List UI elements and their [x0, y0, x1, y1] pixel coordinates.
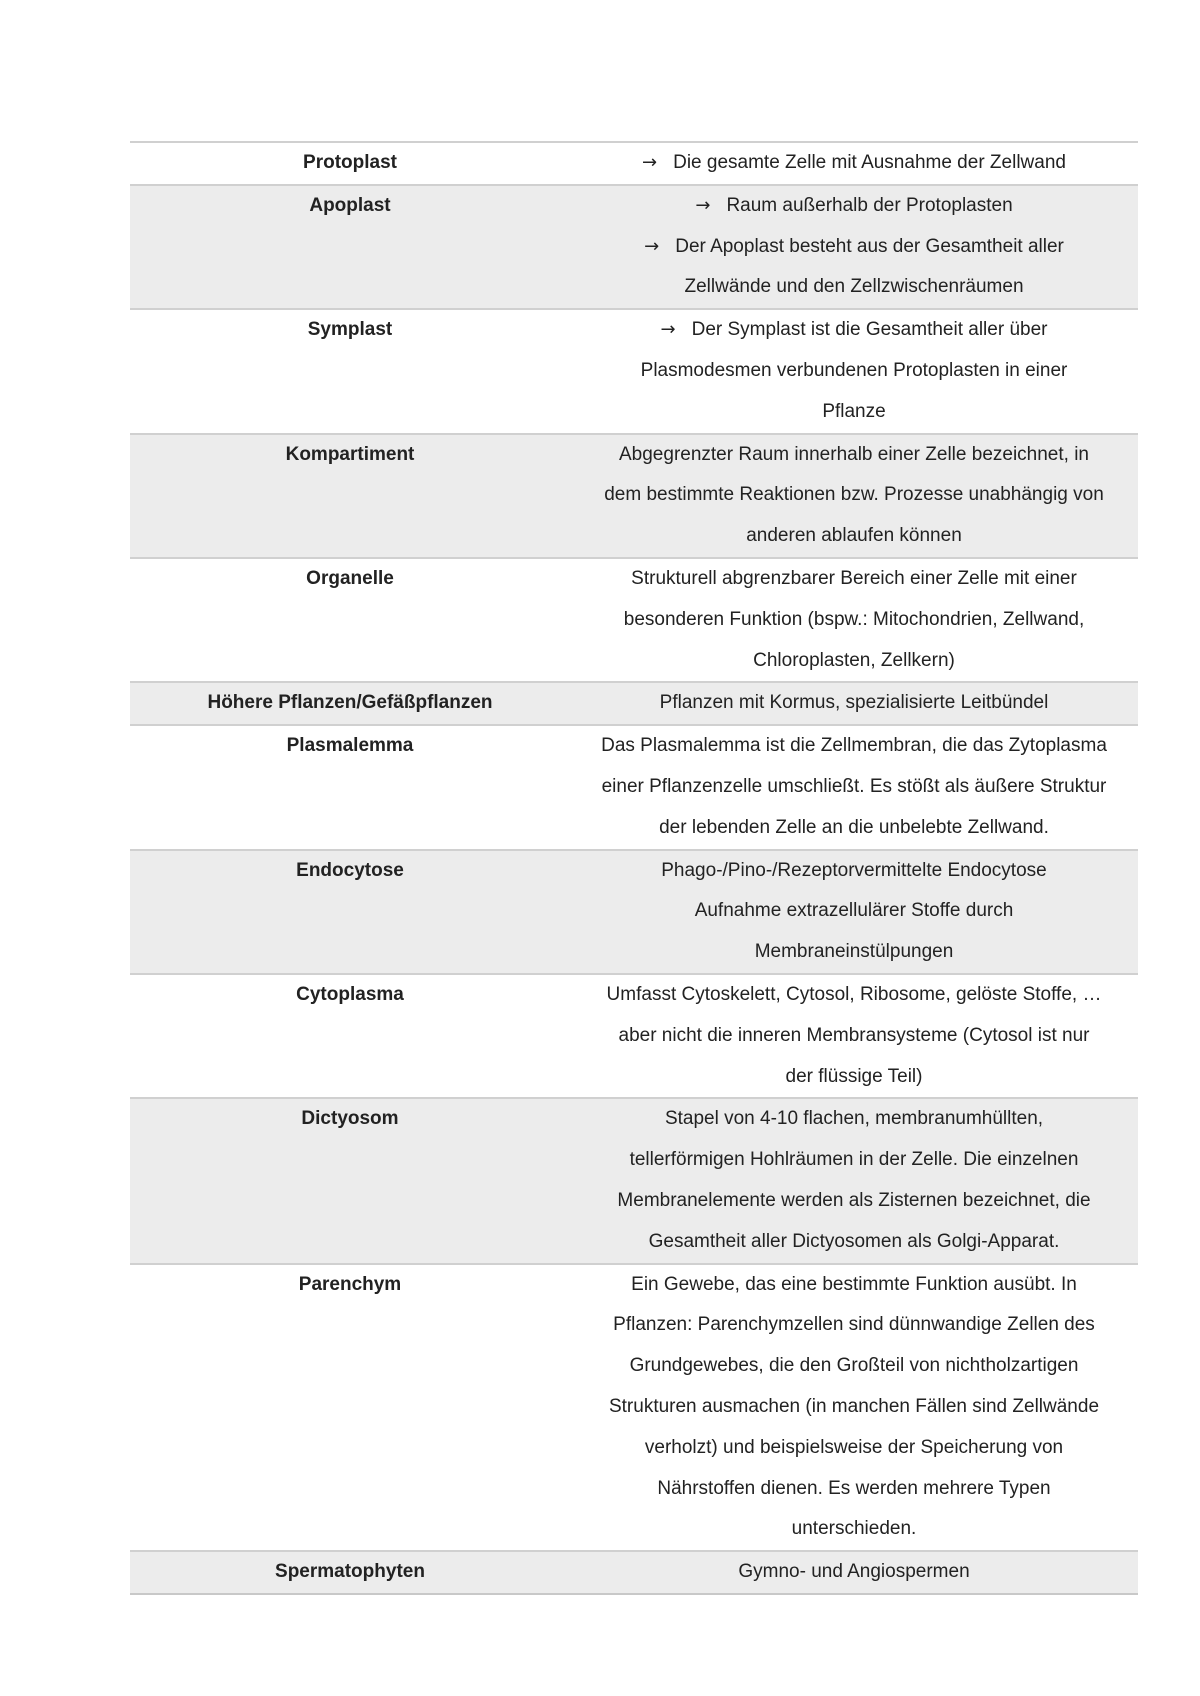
definition-cell: [570, 1264, 1138, 1552]
table-row: [130, 850, 1138, 974]
definition-cell: [570, 142, 1138, 185]
definition-text: anderen ablaufen können: [746, 525, 962, 547]
definition-line: [576, 186, 1132, 227]
definition-line: [576, 267, 1132, 308]
definition-text: Plasmodesmen verbundenen Protoplasten in einer: [640, 359, 1068, 381]
definition-line: [576, 600, 1132, 641]
definition-line: [576, 1428, 1132, 1469]
definition-text: Strukturen ausmachen (in manchen Fällen sind Zellwände: [608, 1395, 1100, 1417]
definition-cell: [570, 1098, 1138, 1263]
definition-text: Strukturell abgrenzbarer Bereich einer Zelle mit einer: [631, 567, 1077, 589]
definition-cell: [570, 682, 1138, 725]
definition-line: [576, 1057, 1132, 1098]
definition-text: Phago-/Pino-/Rezeptorvermittelte Endocytose: [661, 859, 1047, 881]
definition-text: Der Apoplast besteht aus der Gesamtheit aller: [675, 235, 1064, 257]
definition-text: Membranelemente werden als Zisternen bezeichnet, die: [617, 1189, 1091, 1211]
definition-text: der lebenden Zelle an die unbelebte Zellwand.: [659, 816, 1049, 838]
definition-line: [576, 641, 1132, 682]
term-cell: Dictyosom: [301, 1108, 399, 1130]
table-row: [130, 725, 1138, 849]
definition-text: Pflanzen: Parenchymzellen sind dünnwandige Zellen des: [613, 1314, 1095, 1336]
term-cell: Spermatophyten: [275, 1561, 425, 1583]
definition-text: Gymno- und Angiospermen: [738, 1561, 970, 1583]
term-cell: Cytoplasma: [296, 983, 404, 1005]
definition-text: Abgegrenzter Raum innerhalb einer Zelle bezeichnet, in: [619, 443, 1089, 465]
definition-cell: [570, 558, 1138, 682]
table-row: [130, 558, 1138, 682]
definition-text: unterschieden.: [791, 1518, 917, 1540]
definition-line: [576, 1016, 1132, 1057]
arrow-right-icon: →: [660, 319, 676, 341]
definition-line: [576, 310, 1132, 351]
definition-cell: [570, 974, 1138, 1098]
table-row: [130, 309, 1138, 433]
definition-line: [576, 808, 1132, 849]
arrow-right-icon: →: [642, 152, 658, 173]
definition-text: Aufnahme extrazellulärer Stoffe durch: [694, 900, 1014, 922]
definition-text: Pflanze: [822, 400, 886, 422]
definition-text: Zellwände und den Zellzwischenräumen: [684, 276, 1024, 298]
term-cell: Apoplast: [309, 194, 391, 216]
definition-line: [576, 435, 1132, 476]
definition-line: [576, 1265, 1132, 1306]
definition-text: Chloroplasten, Zellkern): [753, 649, 955, 671]
definition-line: [576, 683, 1132, 724]
definition-text: der flüssige Teil): [785, 1065, 923, 1087]
definition-text: Raum außerhalb der Protoplasten: [726, 194, 1013, 216]
glossary-body: [130, 142, 1138, 1594]
definition-line: [576, 227, 1132, 268]
definition-cell: [570, 850, 1138, 974]
definition-text: verholzt) und beispielsweise der Speicherung von: [644, 1436, 1064, 1458]
term-cell: Plasmalemma: [286, 735, 414, 757]
definition-line: [576, 1140, 1132, 1181]
arrow-right-icon: →: [695, 194, 711, 216]
definition-text: Der Symplast ist die Gesamtheit aller über: [691, 319, 1048, 341]
definition-text: tellerförmigen Hohlräumen in der Zelle. Die einzelnen: [629, 1149, 1079, 1171]
definition-line: [576, 1346, 1132, 1387]
definition-line: [576, 975, 1132, 1016]
definition-line: [576, 475, 1132, 516]
definition-line: [576, 1222, 1132, 1263]
definition-line: [576, 1469, 1132, 1510]
definition-text: Ein Gewebe, das eine bestimmte Funktion ausübt. In: [631, 1273, 1077, 1295]
definition-text: besonderen Funktion (bspw.: Mitochondrien, Zellwand,: [623, 608, 1085, 630]
table-row: [130, 434, 1138, 558]
definition-line: [576, 1099, 1132, 1140]
glossary-table: [130, 141, 1138, 1595]
definition-line: [576, 392, 1132, 433]
table-row: [130, 974, 1138, 1098]
definition-line: [576, 351, 1132, 392]
table-row: [130, 682, 1138, 725]
definition-line: [576, 767, 1132, 808]
term-cell: Parenchym: [298, 1273, 402, 1295]
definition-line: [576, 726, 1132, 767]
definition-text: Grundgewebes, die den Großteil von nichtholzartigen: [629, 1355, 1079, 1377]
definition-line: [576, 516, 1132, 557]
arrow-right-icon: →: [644, 235, 660, 257]
term-cell: Kompartiment: [285, 443, 415, 465]
definition-line: [576, 1552, 1132, 1593]
term-cell: Protoplast: [303, 152, 397, 173]
definition-text: Umfasst Cytoskelett, Cytosol, Ribosome, gelöste Stoffe, …: [606, 983, 1102, 1005]
term-cell: Höhere Pflanzen/Gefäßpflanzen: [207, 692, 493, 714]
definition-text: Gesamtheit aller Dictyosomen als Golgi-Apparat.: [648, 1230, 1060, 1252]
definition-text: einer Pflanzenzelle umschließt. Es stößt als äußere Struktur: [601, 775, 1107, 797]
definition-line: [576, 891, 1132, 932]
definition-line: [576, 1181, 1132, 1222]
definition-line: [576, 559, 1132, 600]
table-row: [130, 142, 1138, 185]
definition-text: dem bestimmte Reaktionen bzw. Prozesse unabhängig von: [604, 484, 1104, 506]
definition-text: Pflanzen mit Kormus, spezialisierte Leitbündel: [659, 692, 1049, 714]
definition-cell: [570, 725, 1138, 849]
definition-text: Die gesamte Zelle mit Ausnahme der Zellwand: [673, 152, 1066, 173]
definition-cell: [570, 434, 1138, 558]
table-row: [130, 1551, 1138, 1594]
definition-text: aber nicht die inneren Membransysteme (Cytosol ist nur: [618, 1024, 1090, 1046]
definition-line: [576, 932, 1132, 973]
term-cell: Symplast: [307, 319, 393, 341]
definition-line: [576, 1305, 1132, 1346]
definition-line: [576, 851, 1132, 892]
term-cell: Organelle: [306, 567, 394, 589]
table-row: [130, 1098, 1138, 1263]
definition-cell: [570, 185, 1138, 309]
definition-line: [576, 1509, 1132, 1550]
definition-line: [576, 143, 1132, 184]
definition-text: Nährstoffen dienen. Es werden mehrere Typen: [657, 1477, 1051, 1499]
table-row: [130, 185, 1138, 309]
term-cell: Endocytose: [296, 859, 404, 881]
definition-cell: [570, 309, 1138, 433]
definition-line: [576, 1387, 1132, 1428]
definition-text: Membraneinstülpungen: [754, 941, 954, 963]
definition-cell: [570, 1551, 1138, 1594]
definition-text: Stapel von 4-10 flachen, membranumhüllten,: [664, 1108, 1044, 1130]
table-row: [130, 1264, 1138, 1552]
definition-text: Das Plasmalemma ist die Zellmembran, die das Zytoplasma: [601, 735, 1107, 757]
